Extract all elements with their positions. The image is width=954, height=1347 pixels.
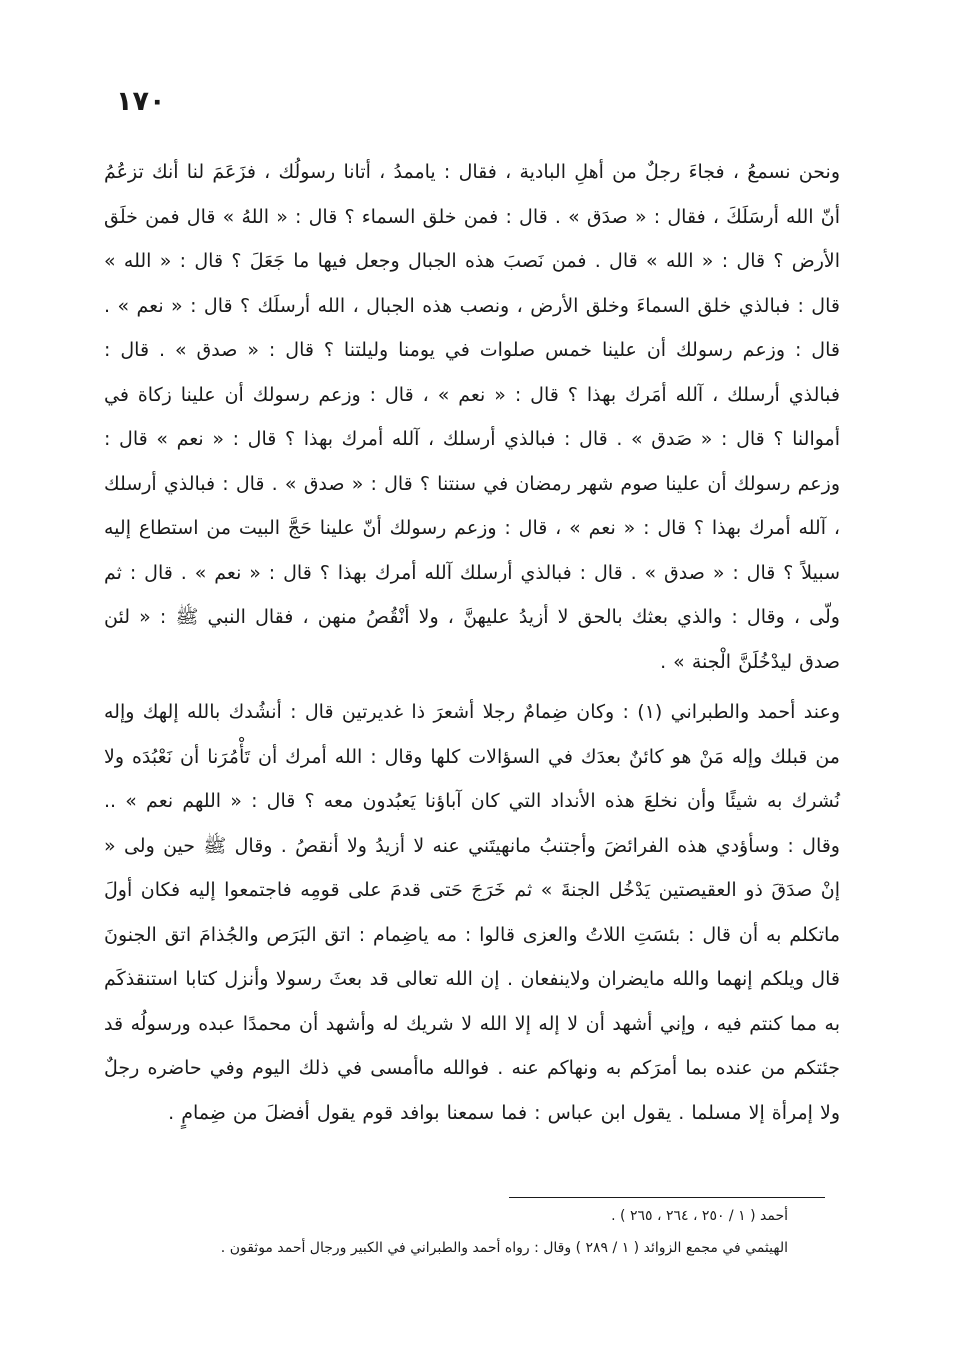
body-paragraph-2: وعند أحمد والطبراني (١) : وكان ضِمامٌ رجلا أشعرَ ذا غديرتين قال : أنشُدك بالله إلهك وإله من قبلك وإله مَنْ هو كائنٌ بعدَك في السؤالات كلها وقال : الله أمرك أن تَأْمُرَنا أن نَعْبُدَه ولا نُشرك به شيئًا وأن نخلعَ هذه الأنداد التي كان آباؤنا يَعبُدون معه ؟ قال : « اللهم نعم » .. وقال : وسأؤدي هذه الفرائضَ وأجتنبُ مانهيتَني عنه لا أزيدُ ولا أنقصُ . وقال ﷺ حين ولى « إنْ صدَقَ ذو العقيصتين يَدْخُل الجنةَ » ثم خَرَجَ حَتى قدمَ على قومِه فاجتمعوا إليه فكان أولَ ماتكلم به أن قال : بئسَتِ اللاتُ والعزى قالوا : مه ياضِمام : اتق البَرَص والجُذامَ اتق الجنونَ قال ويلكم إنهما والله مايضران ولاينفعان . إن الله تعالى قد بعثَ رسولا وأنزل كتابا استنقذكَم به مما كنتم فيه ، وإني أشهد أن لا إله إلا الله لا شريك له وأشهد أن محمدًا عبده ورسولُه قد جئتكم من عنده بما أمرَكم به ونهاكم عنه . فوالله ماأمسى في ذلك اليوم وفي حاضره رجلٌ ولا إمرأة إلا مسلما . يقول ابن عباس : فما سمعنا بوافد قوم يقول أفضلَ من ضِمامٍ . — [104, 701, 840, 1124]
footnote-2: الهيثمي في مجمع الزوائد ( ١ / ٢٨٩ ) وقال : رواه أحمد والطبراني في الكبير ورجال أحمد موثقون . — [220, 1240, 788, 1256]
page-number: ١٧٠ — [116, 86, 166, 117]
footnote-separator — [509, 1197, 825, 1198]
body-paragraph-1: ونحن نسمعُ ، فجاءَ رجلٌ من أهلِ البادية ، فقال : ياممدُ ، أتانا رسولُك ، فزَعَمَ لنا أنك تزعُمُ أنّ الله أرسَلَكَ ، فقال : « صدَق » . قال : فمن خلق السماء ؟ قال : « اللهُ » قال فمن خلَق الأرض ؟ قال : « الله » قال . فمن نَصبَ هذه الجبال وجعل فيها ما جَعَلَ ؟ قال : « الله » قال : فبالذي خلق السماءَ وخلق الأرض ، ونصب هذه الجبال ، الله أرسلَك ؟ قال : « نعم » . قال : وزعم رسولك أن علينا خمس صلوات في يومنا وليلتنا ؟ قال : « صدق » . قال : فبالذي أرسلك ، آلله أمَرك بهذا ؟ قال : « نعم » ، قال : وزعم رسولك أن علينا زكاة في أموالنا ؟ قال : « صَدق » . قال : فبالذي أرسلك ، آلله أمرك بهذا ؟ قال : « نعم » قال : وزعم رسولك أن علينا صوم شهر رمضان في سنتنا ؟ قال : « صدق » . قال : فبالذي أرسلك ، آلله أمرك بهذا ؟ قال : « نعم » ، قال : وزعم رسولك أنّ علينا حَجَّ البيت من استطاع إليه سبيلاً ؟ قال : « صدق » . قال : فبالذي أرسلك آلله أمرك بهذا ؟ قال : « نعم » . قال : ثم ولّى ، وقال : والذي بعثك بالحق لا أزيدُ عليهنَّ ، ولا أنْقُصُ منهن ، فقال النبي ﷺ : « لئن صدق ليدْخُلَنَّ الْجنة » . — [104, 161, 840, 673]
footnote-1: أحمد ( ١ / ٢٥٠ ، ٢٦٤ ، ٢٦٥ ) . — [611, 1208, 788, 1224]
